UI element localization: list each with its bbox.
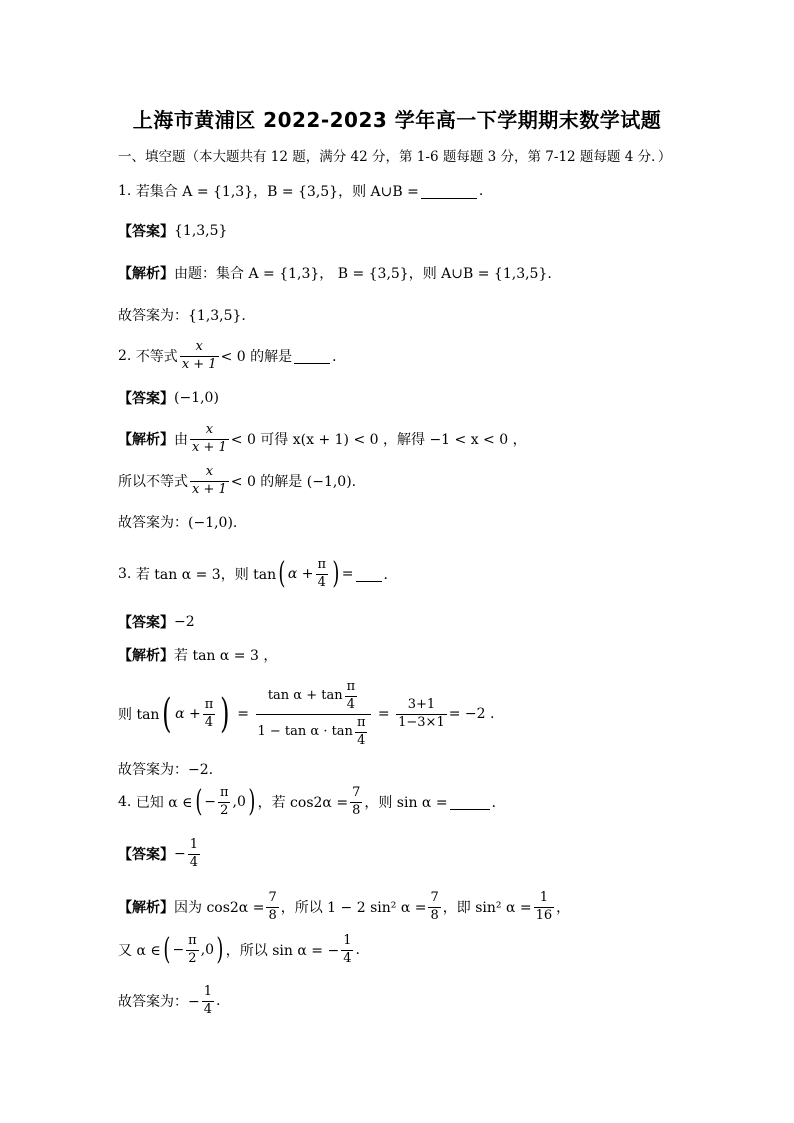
fraction: $\frac{\pi}{2}$ bbox=[219, 785, 229, 818]
fraction: $\frac{1}{4}$ bbox=[203, 984, 213, 1017]
fraction: $\frac{\pi}{4}$ bbox=[317, 557, 327, 590]
question-2: 2. 不等式 $\frac{x}{x + 1}$ < 0 的解是 ． bbox=[118, 339, 347, 372]
question-4: 4. 已知 α ∈ ( − $\frac{\pi}{2}$ ,0 ) ，若 cos2α = $\frac{7}{8}$ ，则 sin α = ． bbox=[118, 784, 506, 820]
fraction: $\frac{3+1}{1-3\times 1}$ bbox=[398, 696, 445, 730]
compound-fraction: tan α + tan $\frac{\pi}{4}$ 1 − tan α · tan $\frac{\pi}{4}$ bbox=[256, 680, 372, 749]
fraction: $\frac{1}{4}$ bbox=[189, 837, 199, 870]
page-title: 上海市黄浦区 2022-2023 学年高一下学期期末数学试题 bbox=[132, 108, 662, 132]
fraction: $\frac{1}{16}$ bbox=[535, 890, 553, 923]
analysis-1: 【解析】 由题：集合 A = {1,3}， B = {3,5}，则 A∪B = {1,3,5}. bbox=[118, 266, 552, 282]
final-answer-2: 故答案为：(−1,0). bbox=[118, 515, 238, 531]
answer-blank bbox=[356, 567, 382, 582]
fraction: $\frac{x}{x + 1}$ bbox=[192, 464, 227, 497]
analysis-4: 【解析】 因为 cos2α = $\frac{7}{8}$ ，所以 1 − 2 sin² α = $\frac{7}{8}$ ，即 sin² α = $\frac{1}{16}$ ， bbox=[118, 890, 571, 923]
answer-4: 【答案】 − $\frac{1}{4}$ bbox=[118, 837, 199, 870]
answer-blank bbox=[450, 795, 490, 810]
analysis-2: 【解析】 由 $\frac{x}{x + 1}$ < 0 可得 x(x + 1) < 0 ，解得 −1 < x < 0 ， bbox=[118, 422, 527, 455]
fraction: $\frac{\pi}{4}$ bbox=[204, 696, 214, 730]
answer-1: 【答案】 {1,3,5} bbox=[118, 223, 228, 240]
analysis-2-line-2: 所以不等式 $\frac{x}{x + 1}$ < 0 的解是 (−1,0). bbox=[118, 464, 357, 497]
analysis-3: 【解析】 若 tan α = 3 ， bbox=[118, 648, 278, 664]
question-3: 3. 若 tan α = 3，则 tan ( α + $\frac{\pi}{4}$ ) = ． bbox=[118, 556, 398, 592]
fraction: $\frac{1}{4}$ bbox=[343, 933, 352, 966]
final-answer-3: 故答案为：−2. bbox=[118, 762, 214, 778]
fraction: $\frac{7}{8}$ bbox=[430, 890, 439, 923]
answer-2: 【答案】 (−1,0) bbox=[118, 390, 219, 407]
fraction: $\frac{x}{x + 1}$ bbox=[181, 339, 217, 372]
fraction: $\frac{\pi}{2}$ bbox=[188, 933, 197, 966]
answer-blank bbox=[294, 349, 330, 364]
section-heading: 一、填空题（本大题共有 12 题，满分 42 分，第 1-6 题每题 3 分，第 7-12 题每题 4 分．） bbox=[118, 149, 672, 165]
final-answer-1: 故答案为：{1,3,5}. bbox=[118, 308, 246, 324]
answer-blank bbox=[421, 184, 477, 199]
analysis-3-line-2: 则 tan ( α + $\frac{\pi}{4}$ ) = tan α + tan $\frac{\pi}{4}$ 1 − tan α · tan $\frac{\pi}{4}$ = $\frac{3+1}{1-3\times 1}$ = −2 . bbox=[118, 679, 495, 748]
question-1: 1. 若集合 A = {1,3}，B = {3,5}，则 A∪B = . bbox=[118, 183, 484, 200]
answer-3: 【答案】 −2 bbox=[118, 614, 195, 631]
fraction: $\frac{x}{x + 1}$ bbox=[192, 422, 227, 455]
fraction: $\frac{7}{8}$ bbox=[352, 785, 361, 818]
final-answer-4: 故答案为：− $\frac{1}{4}$ . bbox=[118, 984, 221, 1017]
analysis-4-line-2: 又 α ∈ ( − $\frac{\pi}{2}$ ,0 ) ，所以 sin α = − $\frac{1}{4}$ . bbox=[118, 932, 360, 968]
fraction: $\frac{7}{8}$ bbox=[268, 890, 277, 923]
